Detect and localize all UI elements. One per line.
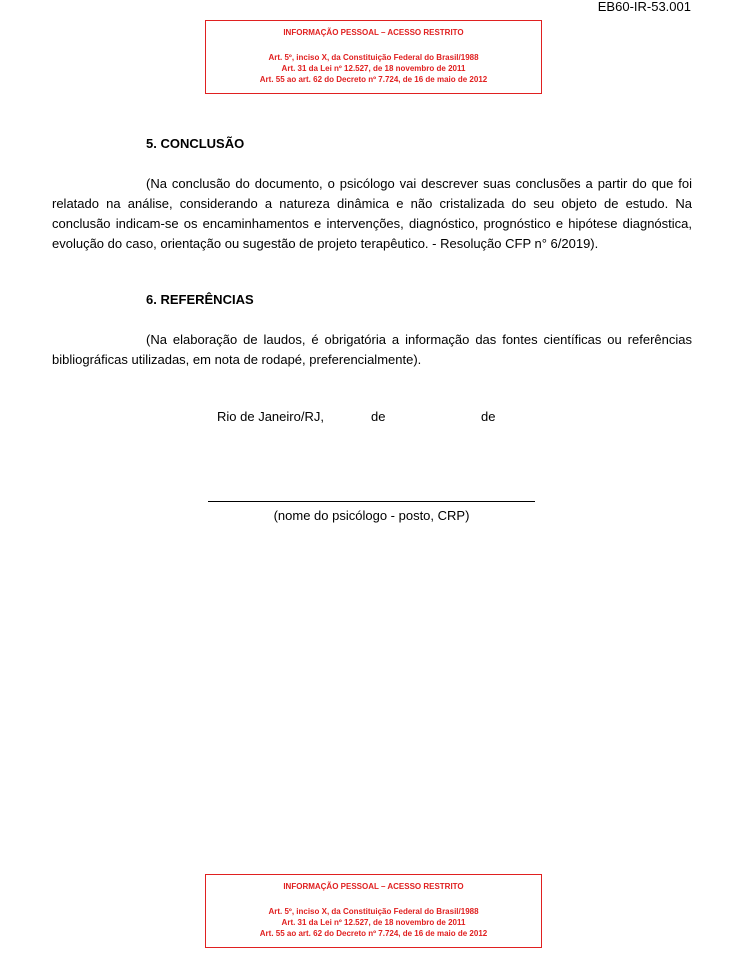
law-reference: Art. 31 da Lei nº 12.527, de 18 novembro de 2011 [281,918,466,927]
law-reference: Art. 5º, inciso X, da Constituição Federal do Brasil/1988 [268,907,479,916]
law-reference: Art. 31 da Lei nº 12.527, de 18 novembro de 2011 [281,64,466,73]
signature-caption: (nome do psicólogo - posto, CRP) [273,508,470,523]
date-de-1: de [371,409,386,424]
section-body-referencias: (Na elaboração de laudos, é obrigatória a informação das fontes científicas ou referências bibliográficas utilizadas, em nota de rodapé, preferencialmente). [52,332,692,367]
section-heading-conclusao: 5. CONCLUSÃO [146,136,245,151]
restriction-title: INFORMAÇÃO PESSOAL – ACESSO RESTRITO [283,882,464,891]
restriction-notice-top [205,20,542,94]
law-reference: Art. 5º, inciso X, da Constituição Federal do Brasil/1988 [268,53,479,62]
restriction-notice-bottom [205,874,542,948]
date-de-2: de [481,409,496,424]
document-code: EB60-IR-53.001 [597,0,691,14]
law-reference: Art. 55 ao art. 62 do Decreto nº 7.724, de 16 de maio de 2012 [259,929,488,938]
law-reference: Art. 55 ao art. 62 do Decreto nº 7.724, de 16 de maio de 2012 [259,75,488,84]
restriction-laws [206,906,541,939]
signature-line [208,501,535,502]
restriction-laws [206,52,541,85]
place-text: Rio de Janeiro/RJ, [217,409,324,424]
section-heading-referencias: 6. REFERÊNCIAS [146,292,254,307]
section-body-conclusao: (Na conclusão do documento, o psicólogo vai descrever suas conclusões a partir do que foi relatado na análise, considerando a natureza dinâmica e não cristalizada do seu objeto de estudo. Na conclusão indicam-se os encaminhamentos e intervenções, diagnóstico, prognóstico e hipótese diagnóstica, evolução do caso, orientação ou sugestão de projeto terapêutico. - Resolução CFP n° 6/2019). [52,176,692,251]
restriction-title: INFORMAÇÃO PESSOAL – ACESSO RESTRITO [283,28,464,37]
